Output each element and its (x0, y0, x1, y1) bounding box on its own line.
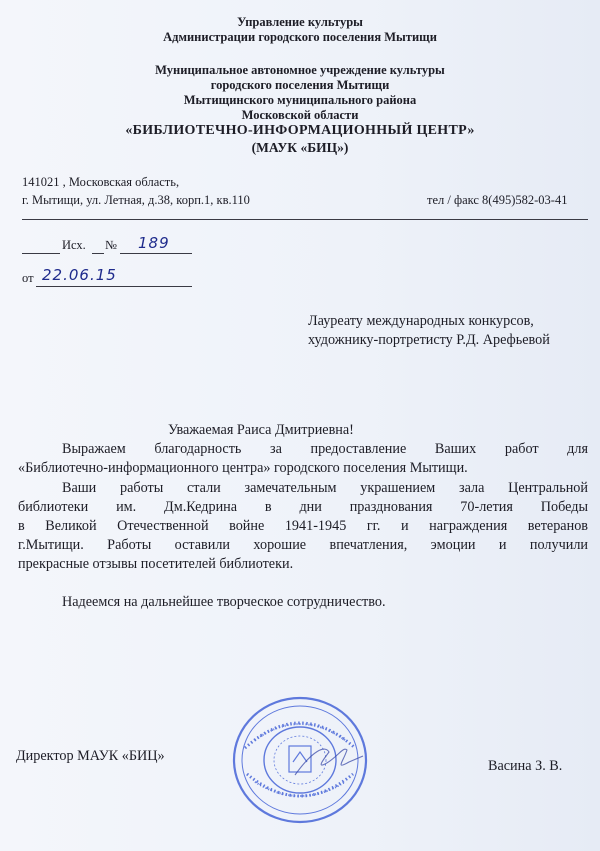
official-stamp (225, 690, 375, 830)
institution-name: «БИБЛИОТЕЧНО-ИНФОРМАЦИОННЫЙ ЦЕНТР» (125, 123, 475, 138)
institution-type: Муниципальное автономное учреждение культуры (155, 63, 445, 77)
paragraph-2-line-3: в Великой Отечественной войне 1941-1945 гг. и награждения ветеранов (18, 518, 588, 534)
number-underline (120, 253, 192, 254)
paragraph-1-line-1: Выражаем благодарность за предоставление Ваших работ для (62, 441, 588, 457)
number-label: № (105, 238, 117, 252)
institution-abbrev: (МАУК «БИЦ») (251, 140, 349, 155)
outgoing-underline-mid (92, 253, 104, 254)
administration-name: Администрации городского поселения Мытищи (163, 30, 437, 44)
paragraph-2-line-4: г.Мытищи. Работы оставили хорошие впечатления, эмоции и получили (18, 537, 588, 553)
institution-district: Мытищинского муниципального района (183, 93, 417, 107)
address-line-1: 141021 , Московская область, (22, 175, 180, 189)
outgoing-number: 189 (138, 234, 170, 252)
phone-fax: тел / факс 8(495)582-03-41 (427, 193, 568, 207)
paragraph-2-line-5: прекрасные отзывы посетителей библиотеки. (18, 556, 294, 572)
addressee-line-1: Лауреату международных конкурсов, (308, 313, 534, 329)
address-line-2: г. Мытищи, ул. Летная, д.38, корп.1, кв.110 (22, 193, 250, 207)
closing-paragraph: Надеемся на дальнейшее творческое сотрудничество. (62, 594, 386, 610)
addressee-line-2: художнику-портретисту Р.Д. Арефьевой (308, 332, 550, 348)
date-label: от (22, 271, 34, 285)
outgoing-underline-pre (22, 253, 60, 254)
signer-name: Васина З. В. (488, 758, 563, 774)
signer-position: Директор МАУК «БИЦ» (16, 748, 165, 764)
paragraph-2-line-2: библиотеки им. Дм.Кедрина в дни празднования 70-летия Победы (18, 499, 588, 515)
paragraph-1-line-2: «Библиотечно-информационного центра» городского поселения Мытищи. (18, 460, 468, 476)
outgoing-label: Исх. (62, 238, 86, 252)
outgoing-date: 22.06.15 (42, 266, 117, 284)
paragraph-2-line-1: Ваши работы стали замечательным украшением зала Центральной (62, 480, 588, 496)
date-underline (36, 286, 192, 287)
institution-city: городского поселения Мытищи (210, 78, 390, 92)
institution-region: Московской области (241, 108, 359, 122)
department-name: Управление культуры (237, 15, 363, 29)
greeting: Уважаемая Раиса Дмитриевна! (168, 422, 354, 438)
handwritten-signature (295, 749, 363, 775)
letterhead-divider (22, 219, 588, 220)
